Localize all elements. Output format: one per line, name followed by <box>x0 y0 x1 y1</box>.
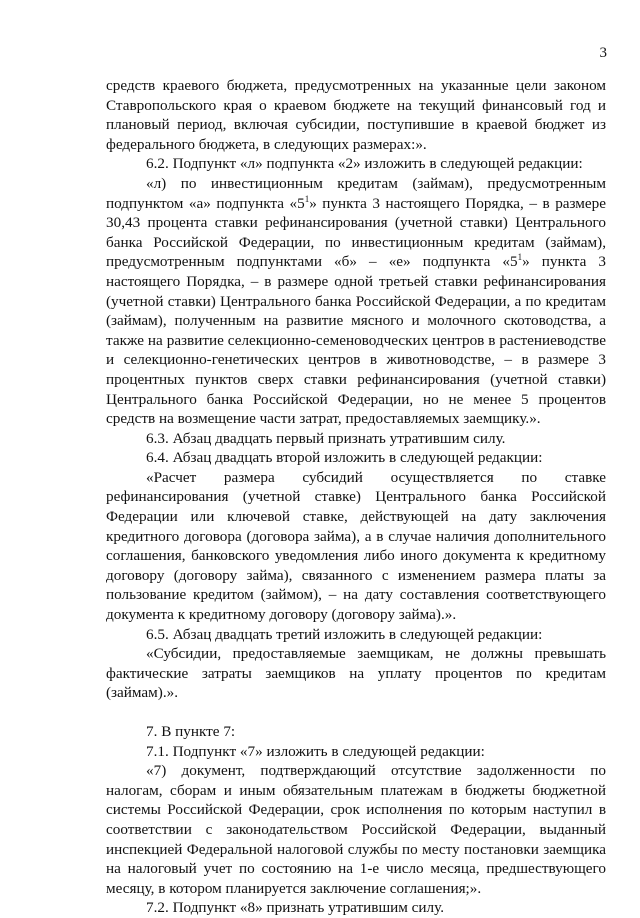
paragraph-6-4: 6.4. Абзац двадцать второй изложить в следующей редакции: <box>146 449 543 467</box>
paragraph-continuation: средств краевого бюджета, предусмотренных на указанные цели законом Ставропольского края о краевом бюджете на текущий финансовый год и плановый период, включая субсидии, поступившие в краевой бюджет из федерального бюджета, в следующих размерах:». <box>106 77 606 153</box>
paragraph-7-1: 7.1. Подпункт «7» изложить в следующей редакции: <box>146 742 485 760</box>
paragraph-6-2: 6.2. Подпункт «л» подпункта «2» изложить в следующей редакции: <box>146 155 583 173</box>
page-number: 3 <box>599 45 607 61</box>
paragraph-6-5: 6.5. Абзац двадцать третий изложить в следующей редакции: <box>146 625 543 643</box>
paragraph-subpoint-l <box>106 174 606 429</box>
paragraph-gap <box>106 703 606 722</box>
paragraph-7: 7. В пункте 7: <box>146 723 236 740</box>
text-segment: » пункта 3 настоящего Порядка, – в размере 30,43 процента ставки рефинансирования (учетной ставки) Центрального банка Российской Федерации, по инвестиционным кредитам (займам), предусмотренным подпунктами «б» – «е» подпункта «5 <box>106 194 606 271</box>
paragraph-subsidy-calculation: «Расчет размера субсидий осуществляется по ставке рефинансирования (учетной ставке) Центрального банка Российской Федерации или ключевой ставке, действующей на дату заключения кредитного договора (договора займа), а в случае наличия дополнительного соглашения, банковского уведомления либо иного документа к кредитному договору (договору займа), связанного с изменением размера платы за пользование кредитом (займом), – на дату составления соответствующего документа к кредитному договору (договору займа).». <box>106 468 606 624</box>
paragraph-subpoint-7: «7) документ, подтверждающий отсутствие задолженности по налогам, сборам и иным обязательным платежам в бюджеты бюджетной системы Российской Федерации, срок исполнения по которым наступил в соответствии с законодательством Российской Федерации, выданный инспекцией Федеральной налоговой службы по месту постановки заемщика на налоговый учет по состоянию на 1-е число месяца, предшествующего месяцу, в котором планируется заключение соглашения;». <box>106 762 606 897</box>
document-body <box>106 76 606 918</box>
paragraph-subsidy-limit: «Субсидии, предоставляемые заемщикам, не должны превышать фактические затраты заемщиков на уплату процентов по кредитам (займам).». <box>106 645 606 702</box>
superscript: 1 <box>304 193 310 204</box>
paragraph-6-3: 6.3. Абзац двадцать первый признать утратившим силу. <box>146 429 506 447</box>
text-segment: » пункта 3 настоящего Порядка, – в размере одной третьей ставки рефинансирования (учетной ставки) Центрального банка Российской Федерации, а по кредитам (займам), полученным на развитие мясного и молочного скотоводства, а также на развитие селекционно-семеноводческих центров в растениеводстве и селекционно-генетических центров в животноводстве, – в размере 3 процентных пунктов сверх ставки рефинансирования (учетной ставки) Центрального банка Российской Федерации, но не менее 5 процентов средств на возмещение части затрат, предоставляемых заемщику.». <box>106 253 607 428</box>
text-segment: «л) по инвестиционным кредитам (займам), предусмотренным подпунктом «а» подпункта «5 <box>106 174 606 212</box>
superscript: 1 <box>517 252 523 263</box>
paragraph-7-2: 7.2. Подпункт «8» признать утратившим силу. <box>146 899 444 917</box>
